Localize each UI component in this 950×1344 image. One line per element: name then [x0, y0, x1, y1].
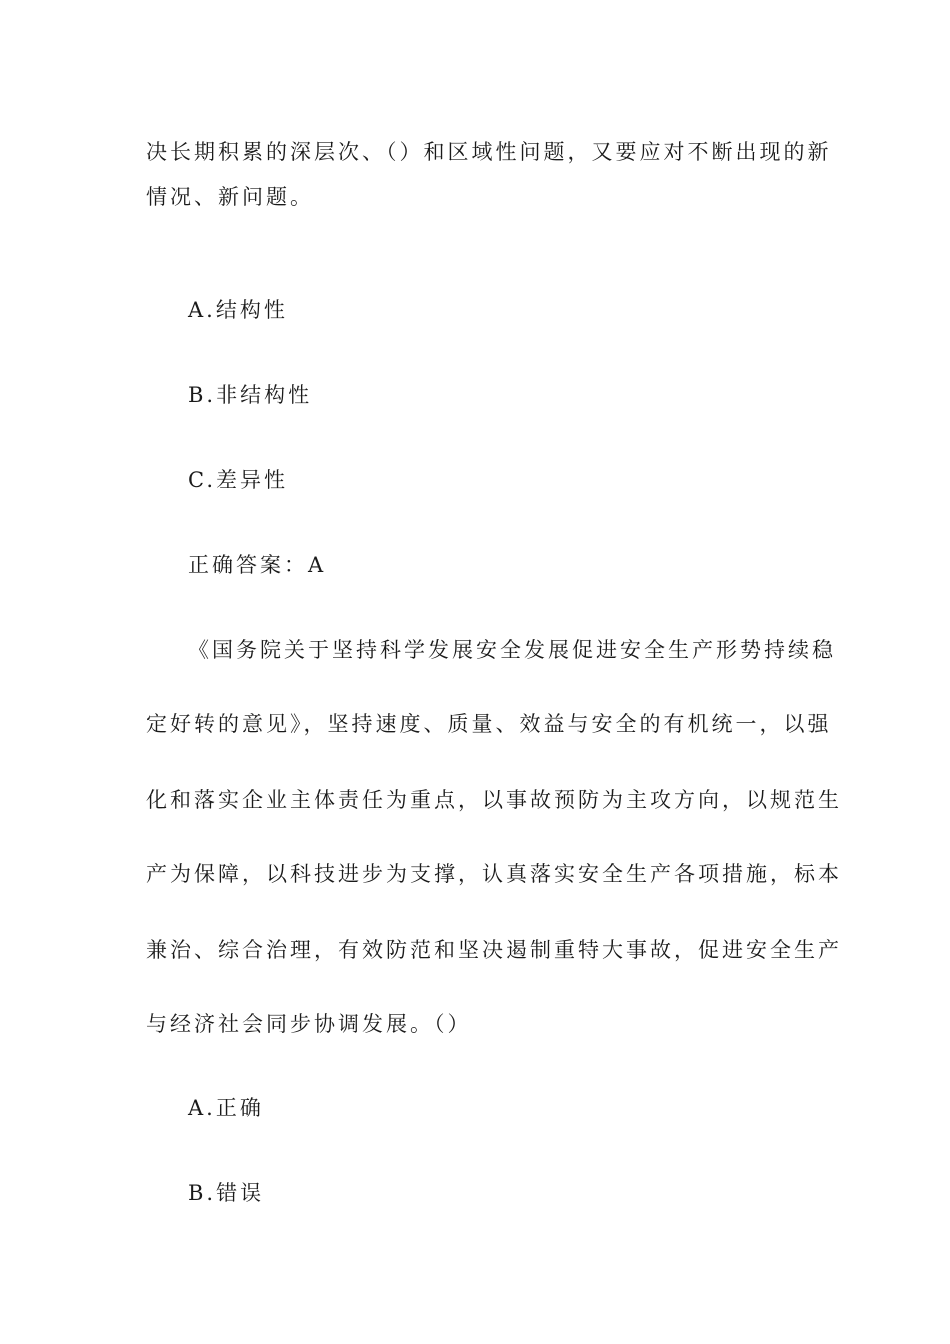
question-2-option-b: B.错误	[188, 1181, 265, 1205]
question-1-option-c: C.差异性	[188, 468, 288, 492]
question-2-stem-line: 产为保障，以科技进步为支撑，认真落实安全生产各项措施，标本	[146, 862, 842, 886]
question-2-stem-line: 与经济社会同步协调发展。（）	[146, 1012, 472, 1036]
question-1-stem-line: 情况、新问题。	[146, 185, 314, 209]
question-2-stem-line: 兼治、综合治理，有效防范和坚决遏制重特大事故，促进安全生产	[146, 938, 842, 962]
question-1-stem-line: 决长期积累的深层次、（）和区域性问题，又要应对不断出现的新	[146, 140, 832, 164]
question-2-option-a: A.正确	[188, 1096, 264, 1120]
question-1-option-a: A.结构性	[188, 298, 288, 322]
question-2-stem-line: 《国务院关于坚持科学发展安全发展促进安全生产形势持续稳	[188, 638, 836, 662]
question-1-option-b: B.非结构性	[188, 383, 313, 407]
question-2-stem-line: 化和落实企业主体责任为重点，以事故预防为主攻方向，以规范生	[146, 788, 842, 812]
question-2-stem-line: 定好转的意见》，坚持速度、质量、效益与安全的有机统一，以强	[146, 712, 832, 736]
question-1-answer: 正确答案：A	[188, 553, 327, 577]
